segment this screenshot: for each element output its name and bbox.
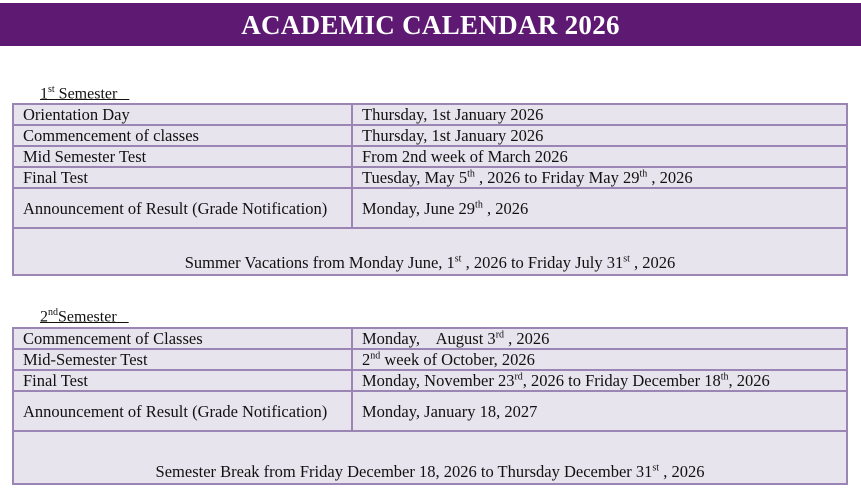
row-label: Announcement of Result (Grade Notification) [13,391,352,431]
table-row-note [13,228,847,275]
table-row [13,391,847,431]
row-label: Final Test [13,167,352,188]
row-value: Monday, January 18, 2027 [352,391,847,431]
table-row [13,104,847,125]
table-row [13,125,847,146]
row-value: 2nd week of October, 2026 [352,349,847,370]
page-title: ACADEMIC CALENDAR 2026 [241,10,620,40]
row-label: Orientation Day [13,104,352,125]
row-value: Thursday, 1st January 2026 [352,125,847,146]
table-row [13,188,847,228]
row-label: Final Test [13,370,352,391]
row-value: Monday, August 3rd , 2026 [352,328,847,349]
semester-2-heading: 2ndSemester [40,307,129,326]
table-row [13,328,847,349]
row-label: Mid Semester Test [13,146,352,167]
summer-vacation-note: Summer Vacations from Monday June, 1st , 2026 to Friday July 31st , 2026 [13,228,847,275]
row-label: Commencement of Classes [13,328,352,349]
table-row [13,370,847,391]
row-value: Monday, June 29th , 2026 [352,188,847,228]
row-value: From 2nd week of March 2026 [352,146,847,167]
title-banner [0,3,861,46]
table-row [13,349,847,370]
row-value: Thursday, 1st January 2026 [352,104,847,125]
semester-1-heading: 1st Semester [40,84,130,103]
row-value: Tuesday, May 5th , 2026 to Friday May 29th , 2026 [352,167,847,188]
semester-1-table [12,103,848,276]
semester-break-note: Semester Break from Friday December 18, 2026 to Thursday December 31st , 2026 [13,431,847,484]
table-row-note [13,431,847,484]
row-label: Announcement of Result (Grade Notification) [13,188,352,228]
table-row [13,167,847,188]
row-label: Commencement of classes [13,125,352,146]
table-row [13,146,847,167]
semester-2-table [12,327,848,485]
row-value: Monday, November 23rd, 2026 to Friday December 18th, 2026 [352,370,847,391]
row-label: Mid-Semester Test [13,349,352,370]
